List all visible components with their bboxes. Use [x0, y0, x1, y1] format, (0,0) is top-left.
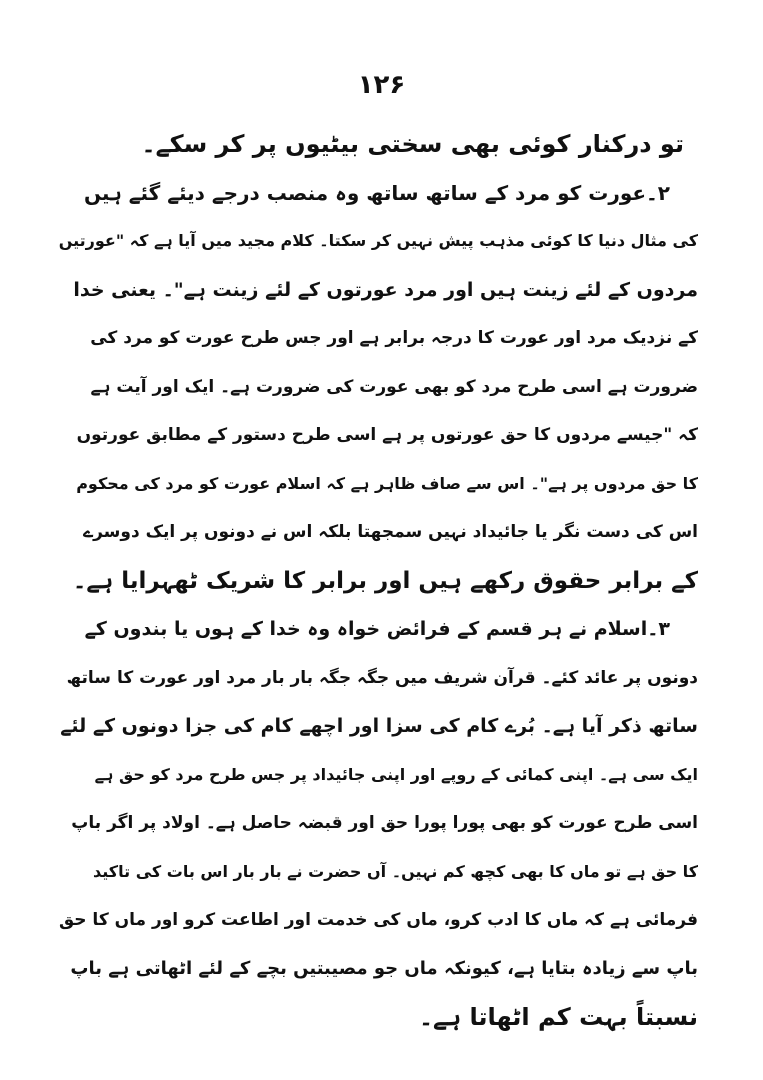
text-line: کا حق مردوں پر ہے"۔ اس سے صاف ظاہر ہے کہ اسلام عورت کو مرد کی محکوم: [76, 473, 698, 493]
text-line: کہ "جیسے مردوں کا حق عورتوں پر ہے اسی طرح دستور کے مطابق عورتوں: [76, 425, 698, 445]
text-line: تو درکنار کوئی بھی سختی بیٹیوں پر کر سکے۔: [141, 130, 684, 158]
text-line: کا حق ہے تو ماں کا بھی کچھ کم نہیں۔ آں حضرت نے بار بار اس بات کی تاکید: [93, 861, 698, 881]
text-line: مردوں کے لئے زینت ہیں اور مرد عورتوں کے لئے زینت ہے"۔ یعنی خدا: [73, 278, 698, 301]
text-line: اسی طرح عورت کو بھی پورا پورا حق اور قبضہ حاصل ہے۔ اولاد پر اگر باپ: [71, 813, 698, 833]
text-line: ۳۔اسلام نے ہر قسم کے فرائض خواہ وہ خدا کے ہوں یا بندوں کے: [84, 618, 670, 640]
text-line: فرمائی ہے کہ ماں کا ادب کرو، ماں کی خدمت اور اطاعت کرو اور ماں کا حق: [58, 910, 698, 930]
page-number: ۱۲۶: [357, 70, 406, 100]
text-line: اس کی دست نگر یا جائیداد نہیں سمجھتا بلکہ اس نے دونوں پر ایک دوسرے: [83, 522, 698, 542]
text-line: ساتھ ذکر آیا ہے۔ بُرے کام کی سزا اور اچھے کام کی جزا دونوں کے لئے: [60, 715, 698, 737]
text-line: ضرورت ہے اسی طرح مرد کو بھی عورت کی ضرورت ہے۔ ایک اور آیت ہے: [90, 376, 698, 397]
body-text: [58, 120, 698, 1042]
text-line: کے برابر حقوق رکھے ہیں اور برابر کا شریک ٹھہرایا ہے۔: [72, 567, 698, 594]
text-line: باپ سے زیادہ بتایا ہے، کیونکہ ماں جو مصیبتیں بچے کے لئے اٹھاتی ہے باپ: [70, 957, 698, 979]
text-line: کے نزدیک مرد اور عورت کا درجہ برابر ہے اور جس طرح عورت کو مرد کی: [90, 328, 698, 348]
text-line: دونوں پر عائد کئے۔ قرآن شریف میں جگہ جگہ بار بار مرد اور عورت کا ساتھ: [66, 667, 698, 688]
text-line: نسبتاً بہت کم اٹھاتا ہے۔: [418, 1003, 698, 1031]
text-line: کی مثال دنیا کا کوئی مذہب پیش نہیں کر سکتا۔ کلام مجید میں آیا ہے کہ "عورتیں: [58, 231, 698, 250]
text-line: ایک سی ہے۔ اپنی کمائی کے روپے اور اپنی جائیداد پر جس طرح مرد کو حق ہے: [94, 764, 698, 784]
text-line: ۲۔عورت کو مرد کے ساتھ ساتھ وہ منصب درجے دیئے گئے ہیں: [83, 180, 670, 205]
